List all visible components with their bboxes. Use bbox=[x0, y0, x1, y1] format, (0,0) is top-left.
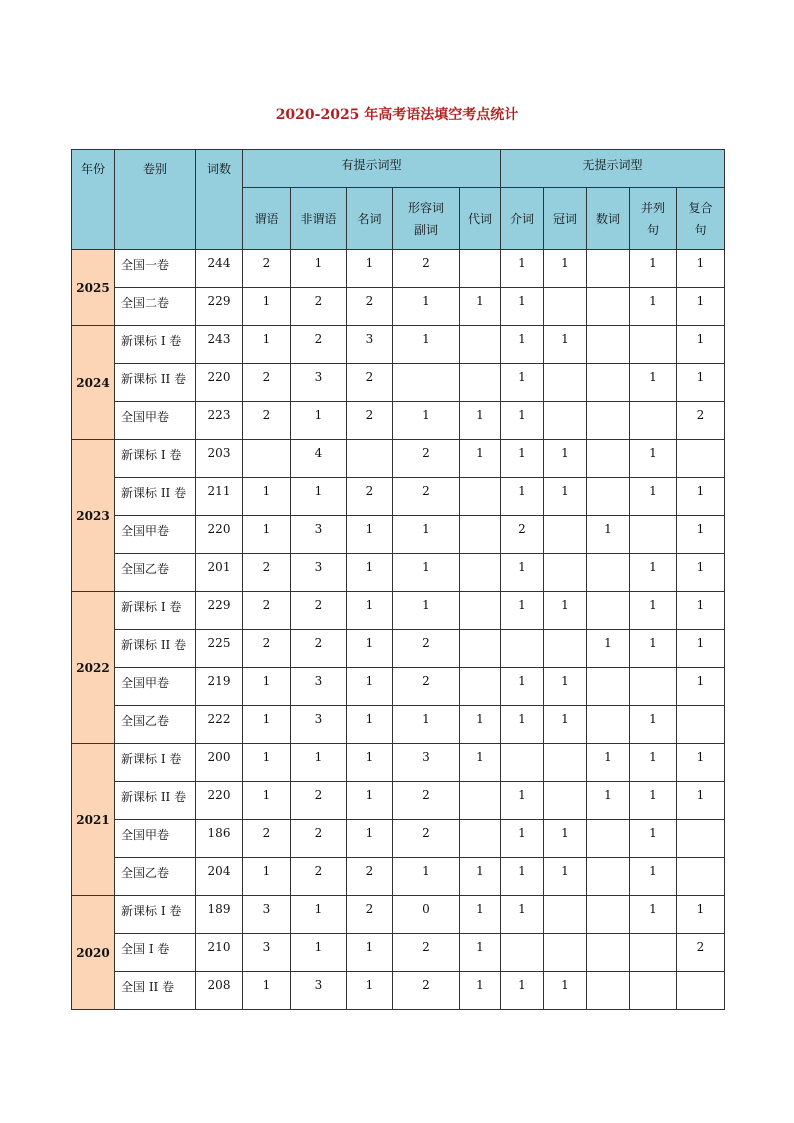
count-cell: 1 bbox=[291, 478, 347, 516]
table-row bbox=[72, 972, 725, 1010]
count-cell bbox=[544, 896, 587, 934]
table-row bbox=[72, 896, 725, 934]
subheader-cell: 复合 句 bbox=[677, 188, 725, 250]
count-cell bbox=[544, 934, 587, 972]
count-cell: 1 bbox=[501, 478, 544, 516]
count-cell: 3 bbox=[291, 554, 347, 592]
count-cell: 2 bbox=[243, 250, 291, 288]
count-cell bbox=[630, 516, 677, 554]
count-cell: 1 bbox=[501, 440, 544, 478]
count-cell: 1 bbox=[501, 250, 544, 288]
count-cell: 1 bbox=[501, 364, 544, 402]
word-count-cell: 211 bbox=[196, 478, 243, 516]
count-cell: 1 bbox=[630, 744, 677, 782]
count-cell: 1 bbox=[393, 516, 460, 554]
count-cell: 1 bbox=[291, 744, 347, 782]
count-cell bbox=[587, 250, 630, 288]
count-cell: 1 bbox=[544, 326, 587, 364]
word-count-cell: 243 bbox=[196, 326, 243, 364]
count-cell: 1 bbox=[243, 288, 291, 326]
word-count-cell: 220 bbox=[196, 782, 243, 820]
year-cell: 2020 bbox=[72, 896, 115, 1010]
paper-cell: 全国 II 卷 bbox=[115, 972, 196, 1010]
table-row bbox=[72, 630, 725, 668]
count-cell: 1 bbox=[630, 592, 677, 630]
count-cell: 2 bbox=[243, 402, 291, 440]
count-cell: 3 bbox=[291, 364, 347, 402]
count-cell: 2 bbox=[243, 554, 291, 592]
paper-cell: 全国甲卷 bbox=[115, 516, 196, 554]
paper-cell: 全国 I 卷 bbox=[115, 934, 196, 972]
count-cell: 4 bbox=[291, 440, 347, 478]
count-cell bbox=[460, 554, 501, 592]
count-cell: 1 bbox=[291, 934, 347, 972]
count-cell: 2 bbox=[677, 402, 725, 440]
count-cell: 1 bbox=[501, 592, 544, 630]
count-cell: 2 bbox=[291, 288, 347, 326]
table-row bbox=[72, 516, 725, 554]
count-cell bbox=[587, 972, 630, 1010]
count-cell: 1 bbox=[677, 744, 725, 782]
count-cell: 2 bbox=[291, 858, 347, 896]
subheader-cell: 非谓语 bbox=[291, 188, 347, 250]
header-word-count: 词数 bbox=[196, 150, 243, 250]
count-cell: 1 bbox=[677, 478, 725, 516]
word-count-cell: 208 bbox=[196, 972, 243, 1010]
count-cell bbox=[544, 402, 587, 440]
count-cell bbox=[460, 782, 501, 820]
word-count-cell: 229 bbox=[196, 288, 243, 326]
count-cell bbox=[460, 592, 501, 630]
count-cell: 1 bbox=[393, 554, 460, 592]
table-row bbox=[72, 478, 725, 516]
table-row bbox=[72, 288, 725, 326]
count-cell bbox=[587, 668, 630, 706]
count-cell bbox=[587, 402, 630, 440]
paper-cell: 新课标 I 卷 bbox=[115, 440, 196, 478]
count-cell: 1 bbox=[630, 478, 677, 516]
count-cell: 1 bbox=[347, 972, 393, 1010]
count-cell: 1 bbox=[347, 592, 393, 630]
count-cell bbox=[677, 440, 725, 478]
count-cell: 2 bbox=[347, 896, 393, 934]
count-cell: 3 bbox=[291, 668, 347, 706]
count-cell: 2 bbox=[291, 326, 347, 364]
count-cell bbox=[587, 554, 630, 592]
word-count-cell: 244 bbox=[196, 250, 243, 288]
count-cell: 1 bbox=[501, 782, 544, 820]
year-cell: 2024 bbox=[72, 326, 115, 440]
subheader-cell: 数词 bbox=[587, 188, 630, 250]
word-count-cell: 220 bbox=[196, 516, 243, 554]
count-cell: 1 bbox=[677, 250, 725, 288]
count-cell: 2 bbox=[291, 782, 347, 820]
paper-cell: 全国乙卷 bbox=[115, 554, 196, 592]
count-cell: 1 bbox=[347, 250, 393, 288]
subheader-cell: 代词 bbox=[460, 188, 501, 250]
count-cell: 1 bbox=[347, 820, 393, 858]
count-cell: 1 bbox=[630, 250, 677, 288]
count-cell: 3 bbox=[347, 326, 393, 364]
count-cell: 1 bbox=[393, 706, 460, 744]
count-cell: 1 bbox=[630, 706, 677, 744]
count-cell: 1 bbox=[291, 896, 347, 934]
header-year: 年份 bbox=[72, 150, 115, 250]
count-cell: 1 bbox=[677, 668, 725, 706]
count-cell bbox=[544, 744, 587, 782]
count-cell: 3 bbox=[243, 896, 291, 934]
count-cell: 1 bbox=[544, 668, 587, 706]
count-cell bbox=[460, 668, 501, 706]
count-cell: 1 bbox=[460, 706, 501, 744]
count-cell: 1 bbox=[243, 744, 291, 782]
paper-cell: 全国二卷 bbox=[115, 288, 196, 326]
paper-cell: 新课标 I 卷 bbox=[115, 592, 196, 630]
count-cell: 3 bbox=[291, 516, 347, 554]
count-cell: 1 bbox=[460, 896, 501, 934]
table-row bbox=[72, 554, 725, 592]
word-count-cell: 222 bbox=[196, 706, 243, 744]
word-count-cell: 203 bbox=[196, 440, 243, 478]
count-cell: 1 bbox=[393, 592, 460, 630]
count-cell: 2 bbox=[243, 592, 291, 630]
year-cell: 2021 bbox=[72, 744, 115, 896]
count-cell: 1 bbox=[347, 744, 393, 782]
table-row bbox=[72, 668, 725, 706]
count-cell bbox=[460, 250, 501, 288]
subheader-cell: 冠词 bbox=[544, 188, 587, 250]
count-cell: 1 bbox=[460, 972, 501, 1010]
count-cell: 1 bbox=[677, 782, 725, 820]
count-cell: 1 bbox=[630, 858, 677, 896]
word-count-cell: 225 bbox=[196, 630, 243, 668]
count-cell: 1 bbox=[630, 440, 677, 478]
count-cell bbox=[544, 364, 587, 402]
paper-cell: 新课标 I 卷 bbox=[115, 896, 196, 934]
header-without-hint-group: 无提示词型 bbox=[501, 150, 725, 188]
count-cell: 1 bbox=[243, 478, 291, 516]
table-row bbox=[72, 364, 725, 402]
count-cell: 2 bbox=[393, 820, 460, 858]
count-cell: 2 bbox=[393, 972, 460, 1010]
count-cell: 1 bbox=[677, 630, 725, 668]
count-cell: 1 bbox=[544, 250, 587, 288]
paper-cell: 全国乙卷 bbox=[115, 706, 196, 744]
count-cell: 2 bbox=[393, 630, 460, 668]
paper-cell: 新课标 II 卷 bbox=[115, 782, 196, 820]
count-cell: 1 bbox=[243, 782, 291, 820]
count-cell: 1 bbox=[677, 364, 725, 402]
header-paper: 卷别 bbox=[115, 150, 196, 250]
count-cell: 1 bbox=[243, 706, 291, 744]
count-cell: 1 bbox=[587, 744, 630, 782]
count-cell: 1 bbox=[544, 858, 587, 896]
count-cell: 2 bbox=[347, 364, 393, 402]
count-cell: 1 bbox=[243, 972, 291, 1010]
subheader-cell: 并列 句 bbox=[630, 188, 677, 250]
count-cell: 1 bbox=[501, 820, 544, 858]
table-row bbox=[72, 592, 725, 630]
count-cell: 2 bbox=[291, 820, 347, 858]
count-cell: 1 bbox=[630, 820, 677, 858]
count-cell bbox=[630, 668, 677, 706]
word-count-cell: 223 bbox=[196, 402, 243, 440]
count-cell: 1 bbox=[460, 288, 501, 326]
count-cell: 1 bbox=[630, 782, 677, 820]
count-cell: 1 bbox=[460, 934, 501, 972]
count-cell bbox=[460, 516, 501, 554]
count-cell: 2 bbox=[393, 668, 460, 706]
count-cell: 1 bbox=[544, 592, 587, 630]
count-cell: 1 bbox=[544, 706, 587, 744]
count-cell: 2 bbox=[393, 782, 460, 820]
table-row bbox=[72, 782, 725, 820]
count-cell: 1 bbox=[677, 554, 725, 592]
count-cell bbox=[587, 288, 630, 326]
count-cell: 1 bbox=[393, 858, 460, 896]
count-cell: 1 bbox=[630, 364, 677, 402]
count-cell bbox=[501, 630, 544, 668]
table-row bbox=[72, 820, 725, 858]
count-cell bbox=[630, 402, 677, 440]
count-cell: 1 bbox=[393, 326, 460, 364]
count-cell bbox=[460, 820, 501, 858]
count-cell bbox=[677, 972, 725, 1010]
count-cell: 2 bbox=[243, 630, 291, 668]
count-cell bbox=[677, 820, 725, 858]
year-cell: 2022 bbox=[72, 592, 115, 744]
count-cell bbox=[460, 630, 501, 668]
count-cell: 1 bbox=[677, 516, 725, 554]
count-cell bbox=[587, 478, 630, 516]
count-cell: 2 bbox=[677, 934, 725, 972]
paper-cell: 全国甲卷 bbox=[115, 820, 196, 858]
count-cell: 1 bbox=[291, 402, 347, 440]
word-count-cell: 189 bbox=[196, 896, 243, 934]
count-cell: 1 bbox=[501, 706, 544, 744]
count-cell: 1 bbox=[460, 858, 501, 896]
count-cell: 1 bbox=[393, 288, 460, 326]
count-cell: 1 bbox=[501, 668, 544, 706]
count-cell bbox=[587, 440, 630, 478]
count-cell: 2 bbox=[243, 364, 291, 402]
count-cell: 1 bbox=[347, 782, 393, 820]
count-cell bbox=[544, 782, 587, 820]
count-cell: 1 bbox=[501, 288, 544, 326]
count-cell: 1 bbox=[587, 630, 630, 668]
count-cell: 1 bbox=[291, 250, 347, 288]
count-cell: 1 bbox=[630, 630, 677, 668]
subheader-cell: 介词 bbox=[501, 188, 544, 250]
table-row bbox=[72, 250, 725, 288]
count-cell bbox=[587, 706, 630, 744]
word-count-cell: 219 bbox=[196, 668, 243, 706]
count-cell: 1 bbox=[243, 326, 291, 364]
count-cell bbox=[460, 364, 501, 402]
table-row bbox=[72, 440, 725, 478]
count-cell bbox=[587, 326, 630, 364]
count-cell bbox=[587, 820, 630, 858]
subheader-cell: 名词 bbox=[347, 188, 393, 250]
count-cell: 1 bbox=[347, 554, 393, 592]
count-cell: 1 bbox=[501, 402, 544, 440]
paper-cell: 全国一卷 bbox=[115, 250, 196, 288]
count-cell: 1 bbox=[347, 516, 393, 554]
count-cell bbox=[544, 288, 587, 326]
count-cell bbox=[544, 630, 587, 668]
count-cell bbox=[544, 516, 587, 554]
word-count-cell: 186 bbox=[196, 820, 243, 858]
count-cell: 1 bbox=[243, 516, 291, 554]
table-row bbox=[72, 402, 725, 440]
subheader-cell: 形容词 副词 bbox=[393, 188, 460, 250]
count-cell: 1 bbox=[587, 516, 630, 554]
count-cell bbox=[460, 326, 501, 364]
count-cell bbox=[587, 364, 630, 402]
count-cell: 1 bbox=[347, 934, 393, 972]
count-cell: 3 bbox=[393, 744, 460, 782]
count-cell: 1 bbox=[544, 478, 587, 516]
paper-cell: 全国乙卷 bbox=[115, 858, 196, 896]
count-cell bbox=[243, 440, 291, 478]
count-cell: 1 bbox=[630, 554, 677, 592]
paper-cell: 新课标 II 卷 bbox=[115, 478, 196, 516]
count-cell: 1 bbox=[501, 858, 544, 896]
count-cell: 1 bbox=[347, 630, 393, 668]
count-cell: 2 bbox=[347, 478, 393, 516]
count-cell: 1 bbox=[460, 440, 501, 478]
count-cell: 1 bbox=[544, 972, 587, 1010]
table-row bbox=[72, 326, 725, 364]
count-cell: 3 bbox=[291, 706, 347, 744]
count-cell: 1 bbox=[544, 820, 587, 858]
count-cell: 1 bbox=[243, 858, 291, 896]
word-count-cell: 220 bbox=[196, 364, 243, 402]
count-cell bbox=[393, 364, 460, 402]
table-row bbox=[72, 858, 725, 896]
word-count-cell: 210 bbox=[196, 934, 243, 972]
count-cell: 1 bbox=[677, 288, 725, 326]
count-cell bbox=[677, 706, 725, 744]
paper-cell: 全国甲卷 bbox=[115, 668, 196, 706]
year-cell: 2025 bbox=[72, 250, 115, 326]
count-cell: 0 bbox=[393, 896, 460, 934]
count-cell bbox=[630, 972, 677, 1010]
count-cell: 1 bbox=[243, 668, 291, 706]
word-count-cell: 204 bbox=[196, 858, 243, 896]
count-cell: 1 bbox=[501, 896, 544, 934]
count-cell bbox=[544, 554, 587, 592]
paper-cell: 新课标 I 卷 bbox=[115, 744, 196, 782]
count-cell: 2 bbox=[291, 630, 347, 668]
count-cell: 2 bbox=[393, 478, 460, 516]
count-cell: 2 bbox=[243, 820, 291, 858]
count-cell: 1 bbox=[393, 402, 460, 440]
header-with-hint-group: 有提示词型 bbox=[243, 150, 501, 188]
count-cell: 2 bbox=[501, 516, 544, 554]
count-cell bbox=[587, 934, 630, 972]
count-cell: 1 bbox=[677, 592, 725, 630]
paper-cell: 新课标 II 卷 bbox=[115, 364, 196, 402]
count-cell bbox=[587, 858, 630, 896]
count-cell: 1 bbox=[544, 440, 587, 478]
word-count-cell: 229 bbox=[196, 592, 243, 630]
count-cell: 2 bbox=[393, 250, 460, 288]
count-cell bbox=[677, 858, 725, 896]
count-cell: 1 bbox=[460, 744, 501, 782]
count-cell: 1 bbox=[501, 554, 544, 592]
count-cell: 1 bbox=[460, 402, 501, 440]
count-cell: 1 bbox=[587, 782, 630, 820]
count-cell: 2 bbox=[393, 440, 460, 478]
subheader-cell: 谓语 bbox=[243, 188, 291, 250]
count-cell bbox=[460, 478, 501, 516]
count-cell bbox=[587, 592, 630, 630]
table-row bbox=[72, 934, 725, 972]
paper-cell: 全国甲卷 bbox=[115, 402, 196, 440]
count-cell: 1 bbox=[630, 896, 677, 934]
count-cell: 1 bbox=[677, 896, 725, 934]
count-cell bbox=[501, 934, 544, 972]
count-cell: 1 bbox=[347, 668, 393, 706]
count-cell bbox=[587, 896, 630, 934]
count-cell: 2 bbox=[347, 402, 393, 440]
count-cell: 1 bbox=[630, 288, 677, 326]
count-cell: 3 bbox=[243, 934, 291, 972]
count-cell: 1 bbox=[501, 972, 544, 1010]
count-cell: 2 bbox=[393, 934, 460, 972]
paper-cell: 新课标 II 卷 bbox=[115, 630, 196, 668]
count-cell bbox=[501, 744, 544, 782]
count-cell: 2 bbox=[347, 288, 393, 326]
count-cell bbox=[630, 326, 677, 364]
table-row bbox=[72, 706, 725, 744]
count-cell: 1 bbox=[501, 326, 544, 364]
stats-table bbox=[71, 149, 725, 1010]
count-cell: 2 bbox=[291, 592, 347, 630]
count-cell: 1 bbox=[347, 706, 393, 744]
paper-cell: 新课标 I 卷 bbox=[115, 326, 196, 364]
count-cell: 2 bbox=[347, 858, 393, 896]
word-count-cell: 200 bbox=[196, 744, 243, 782]
word-count-cell: 201 bbox=[196, 554, 243, 592]
table-row bbox=[72, 744, 725, 782]
count-cell bbox=[347, 440, 393, 478]
count-cell: 1 bbox=[677, 326, 725, 364]
table-body bbox=[72, 250, 725, 1010]
year-cell: 2023 bbox=[72, 440, 115, 592]
count-cell: 3 bbox=[291, 972, 347, 1010]
page-title: 2020-2025 年高考语法填空考点统计 bbox=[275, 107, 519, 123]
count-cell bbox=[630, 934, 677, 972]
